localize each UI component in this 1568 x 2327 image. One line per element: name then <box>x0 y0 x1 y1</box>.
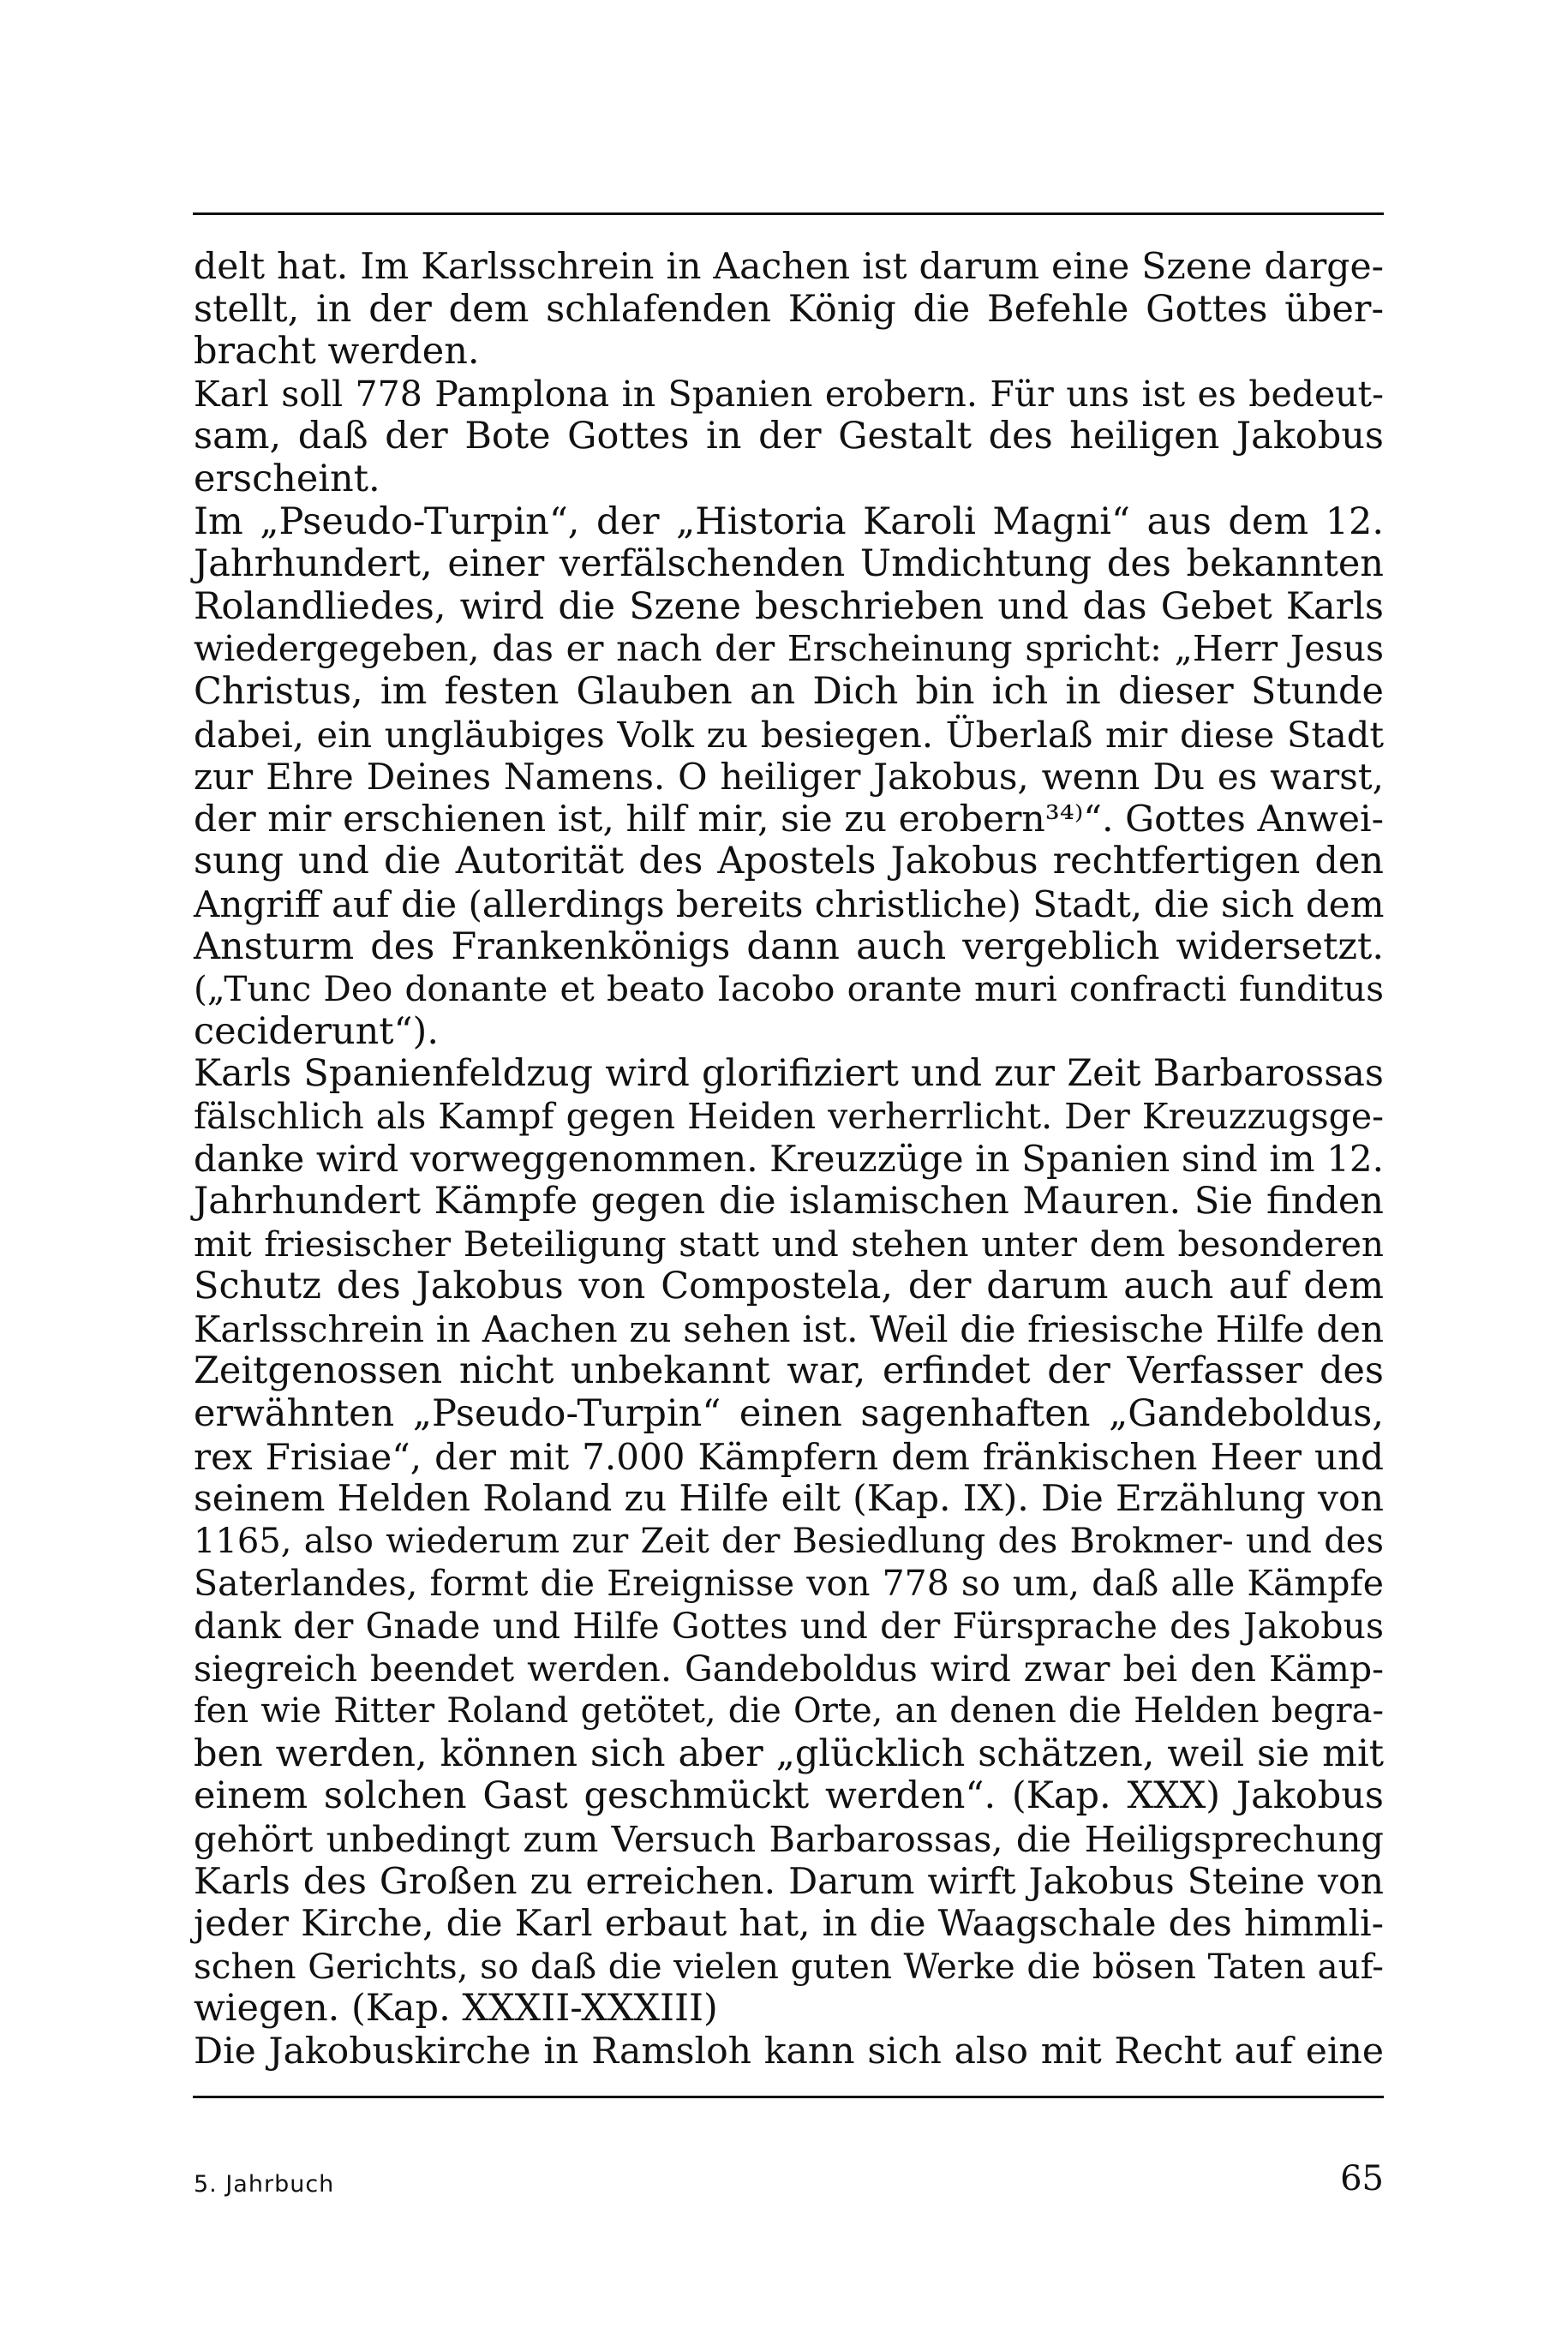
text-line: seinem Helden Roland zu Hilfe eilt (Kap. IX). Die Erzählung von <box>194 1478 1384 1521</box>
text-line: Jahrhundert, einer verfälschenden Umdichtung des bekannten <box>194 542 1384 586</box>
text-line: bracht werden. <box>194 330 480 374</box>
running-footer: 5. Jahrbuch <box>194 2171 335 2198</box>
text-line: wiedergegeben, das er nach der Erscheinung spricht: „Herr Jesus <box>194 628 1384 670</box>
text-line: („Tunc Deo donante et beato Iacobo orante muri confracti funditus <box>194 968 1384 1010</box>
text-line: rex Frisiae“, der mit 7.000 Kämpfern dem fränkischen Heer und <box>194 1435 1384 1478</box>
text-line: ben werden, können sich aber „glücklich schätzen, weil sie mit <box>194 1732 1384 1775</box>
text-line: Die Jakobuskirche in Ramsloh kann sich also mit Recht auf eine <box>194 2030 1384 2073</box>
text-line: dabei, ein ungläubiges Volk zu besiegen. Überlaß mir diese Stadt <box>194 713 1384 756</box>
text-line: Zeitgenossen nicht unbekannt war, erfindet der Verfasser des <box>194 1349 1384 1393</box>
text-line: danke wird vorweggenommen. Kreuzzüge in Spanien sind im 12. <box>194 1138 1384 1181</box>
text-line: Angriff auf die (allerdings bereits christliche) Stadt, die sich dem <box>194 882 1385 925</box>
text-line: Karlsschrein in Aachen zu sehen ist. Weil die friesische Hilfe den <box>194 1307 1384 1350</box>
text-line: ceciderunt“). <box>194 1009 439 1053</box>
text-line: Ansturm des Frankenkönigs dann auch vergeblich widersetzt. <box>194 924 1384 968</box>
body-text <box>194 246 1384 2073</box>
text-line: erscheint. <box>194 457 380 500</box>
text-line: erwähnten „Pseudo-Turpin“ einen sagenhaften „Gandeboldus, <box>194 1392 1384 1436</box>
text-line: wiegen. (Kap. XXXII-XXXIII) <box>194 1987 718 2031</box>
text-line: sam, daß der Bote Gottes in der Gestalt des heiligen Jakobus <box>194 415 1384 458</box>
text-line: stellt, in der dem schlafenden König die Befehle Gottes über- <box>194 287 1384 331</box>
text-line: sung und die Autorität des Apostels Jakobus rechtfertigen den <box>194 840 1384 883</box>
text-line: mit friesischer Beteiligung statt und stehen unter dem besonderen <box>194 1223 1384 1265</box>
text-line: gehört unbedingt zum Versuch Barbarossas, die Heiligsprechung <box>194 1817 1384 1860</box>
text-line: Jahrhundert Kämpfe gegen die islamischen Mauren. Sie finden <box>194 1180 1384 1223</box>
bottom-rule <box>193 2096 1384 2098</box>
top-rule <box>193 212 1384 215</box>
text-line: Karl soll 778 Pamplona in Spanien erobern. Für uns ist es bedeut- <box>194 373 1384 415</box>
text-line: dank der Gnade und Hilfe Gottes und der Fürsprache des Jakobus <box>194 1606 1384 1647</box>
text-line: einem solchen Gast geschmückt werden“. (Kap. XXX) Jakobus <box>194 1774 1384 1818</box>
text-line: Saterlandes, formt die Ereignisse von 778 so um, daß alle Kämpfe <box>194 1563 1384 1605</box>
text-line: fen wie Ritter Roland getötet, die Orte, an denen die Helden begra- <box>194 1691 1384 1732</box>
text-line: der mir erschienen ist, hilf mir, sie zu erobern³⁴⁾“. Gottes Anwei- <box>194 798 1384 840</box>
text-line: schen Gerichts, so daß die vielen guten Werke die bösen Taten auf- <box>194 1945 1384 1987</box>
text-line: delt hat. Im Karlsschrein in Aachen ist darum eine Szene darge- <box>194 246 1384 288</box>
text-line: Im „Pseudo-Turpin“, der „Historia Karoli Magni“ aus dem 12. <box>194 499 1384 543</box>
text-line: Christus, im festen Glauben an Dich bin ich in dieser Stunde <box>194 669 1384 713</box>
text-line: Karls des Großen zu erreichen. Darum wirft Jakobus Steine von <box>194 1860 1384 1903</box>
text-line: 1165, also wiederum zur Zeit der Besiedlung des Brokmer- und des <box>194 1521 1384 1561</box>
text-line: jeder Kirche, die Karl erbaut hat, in die Waagschale des himmli- <box>194 1903 1384 1946</box>
text-line: siegreich beendet werden. Gandeboldus wird zwar bei den Kämp- <box>194 1648 1384 1690</box>
text-line: zur Ehre Deines Namens. O heiliger Jakobus, wenn Du es warst, <box>194 756 1384 799</box>
text-line: Karls Spanienfeldzug wird glorifiziert und zur Zeit Barbarossas <box>194 1052 1384 1096</box>
text-line: Schutz des Jakobus von Compostela, der darum auch auf dem <box>194 1265 1384 1308</box>
text-line: fälschlich als Kampf gegen Heiden verherrlicht. Der Kreuzzugsge- <box>194 1095 1384 1137</box>
page-number: 65 <box>1340 2159 1384 2198</box>
text-line: Rolandliedes, wird die Szene beschrieben und das Gebet Karls <box>194 584 1384 628</box>
